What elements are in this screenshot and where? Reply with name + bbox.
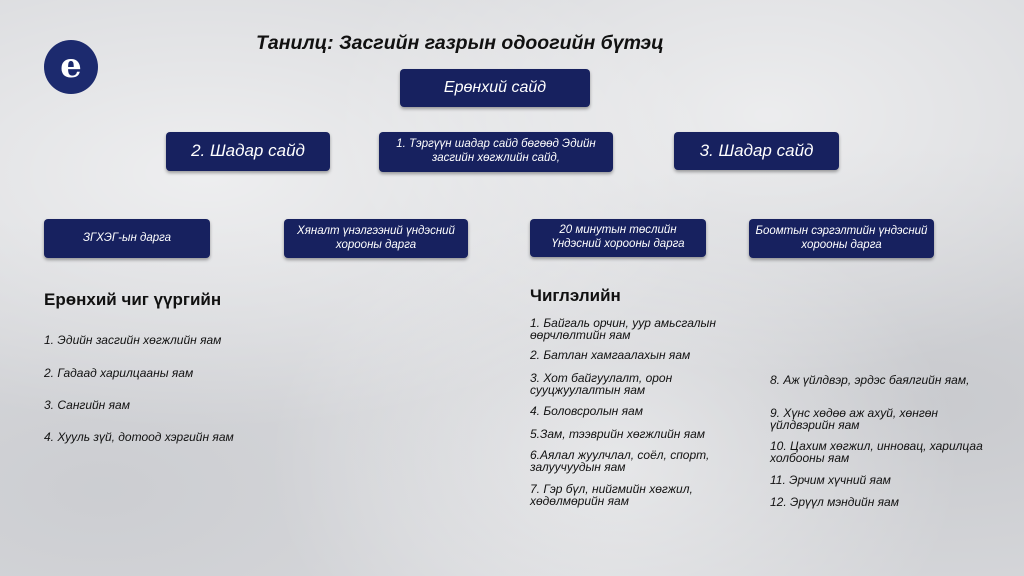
list-item: 5.Зам, тээврийн хөгжлийн яам <box>530 427 706 441</box>
deputy-1-box: 1. Тэргүүн шадар сайд бөгөөд Эдийн засгийн хөгжлийн сайд, <box>379 132 613 172</box>
committee-box-2: Хяналт үнэлгээний үндэсний хорооны дарга <box>284 219 468 258</box>
list-item: 11. Эрчим хүчний яам <box>770 473 891 487</box>
list-item: 2. Батлан хамгаалахын яам <box>530 348 691 362</box>
logo-e-icon <box>51 47 91 87</box>
list-item: 4. Боловсролын яам <box>530 404 643 418</box>
list-item: 10. Цахим хөгжил, инновац, харилцаа холбооны яам <box>770 439 983 465</box>
page-title: Танилц: Засгийн газрын одоогийн бүтэц <box>256 32 664 54</box>
list-item: 1. Байгаль орчин, уур амьсгалын өөрчлөлтийн яам <box>530 316 716 342</box>
list-item: 3. Хот байгуулалт, орон сууцжуулалтын яам <box>530 371 673 397</box>
list-item: 7. Гэр бүл, нийгмийн хөгжил, хөдөлмөрийн яам <box>530 482 693 508</box>
list-item: 12. Эрүүл мэндийн яам <box>770 495 899 509</box>
deputy-2-box: 2. Шадар сайд <box>166 132 330 171</box>
logo-letter: e <box>60 47 82 86</box>
list-item: 3. Сангийн яам <box>44 398 130 412</box>
committee-box-4: Боомтын сэргэлтийн үндэсний хорооны дарга <box>749 219 934 258</box>
list-item: 2. Гадаад харилцааны яам <box>44 366 194 380</box>
general-heading: Ерөнхий чиг үүргийн <box>44 290 222 309</box>
list-item: 6.Аялал жуулчлал, соёл, спорт, залуучуудын яам <box>530 448 710 474</box>
prime-minister-box: Ерөнхий сайд <box>400 69 590 107</box>
deputy-3-box: 3. Шадар сайд <box>674 132 839 170</box>
logo <box>44 40 98 94</box>
list-item: 8. Аж үйлдвэр, эрдэс баялгийн яам, <box>770 373 970 387</box>
committee-box-1: ЗГХЭГ-ын дарга <box>44 219 210 258</box>
list-item: 9. Хүнс хөдөө аж ахуй, хөнгөн үйлдвэрийн яам <box>770 406 939 432</box>
list-item: 4. Хууль зүй, дотоод хэргийн яам <box>44 430 234 444</box>
committee-box-3: 20 минутын төслийн Үндэсний хорооны дарга <box>530 219 706 257</box>
sectoral-heading: Чиглэлийн <box>530 286 621 305</box>
list-item: 1. Эдийн засгийн хөгжлийн яам <box>44 333 222 347</box>
